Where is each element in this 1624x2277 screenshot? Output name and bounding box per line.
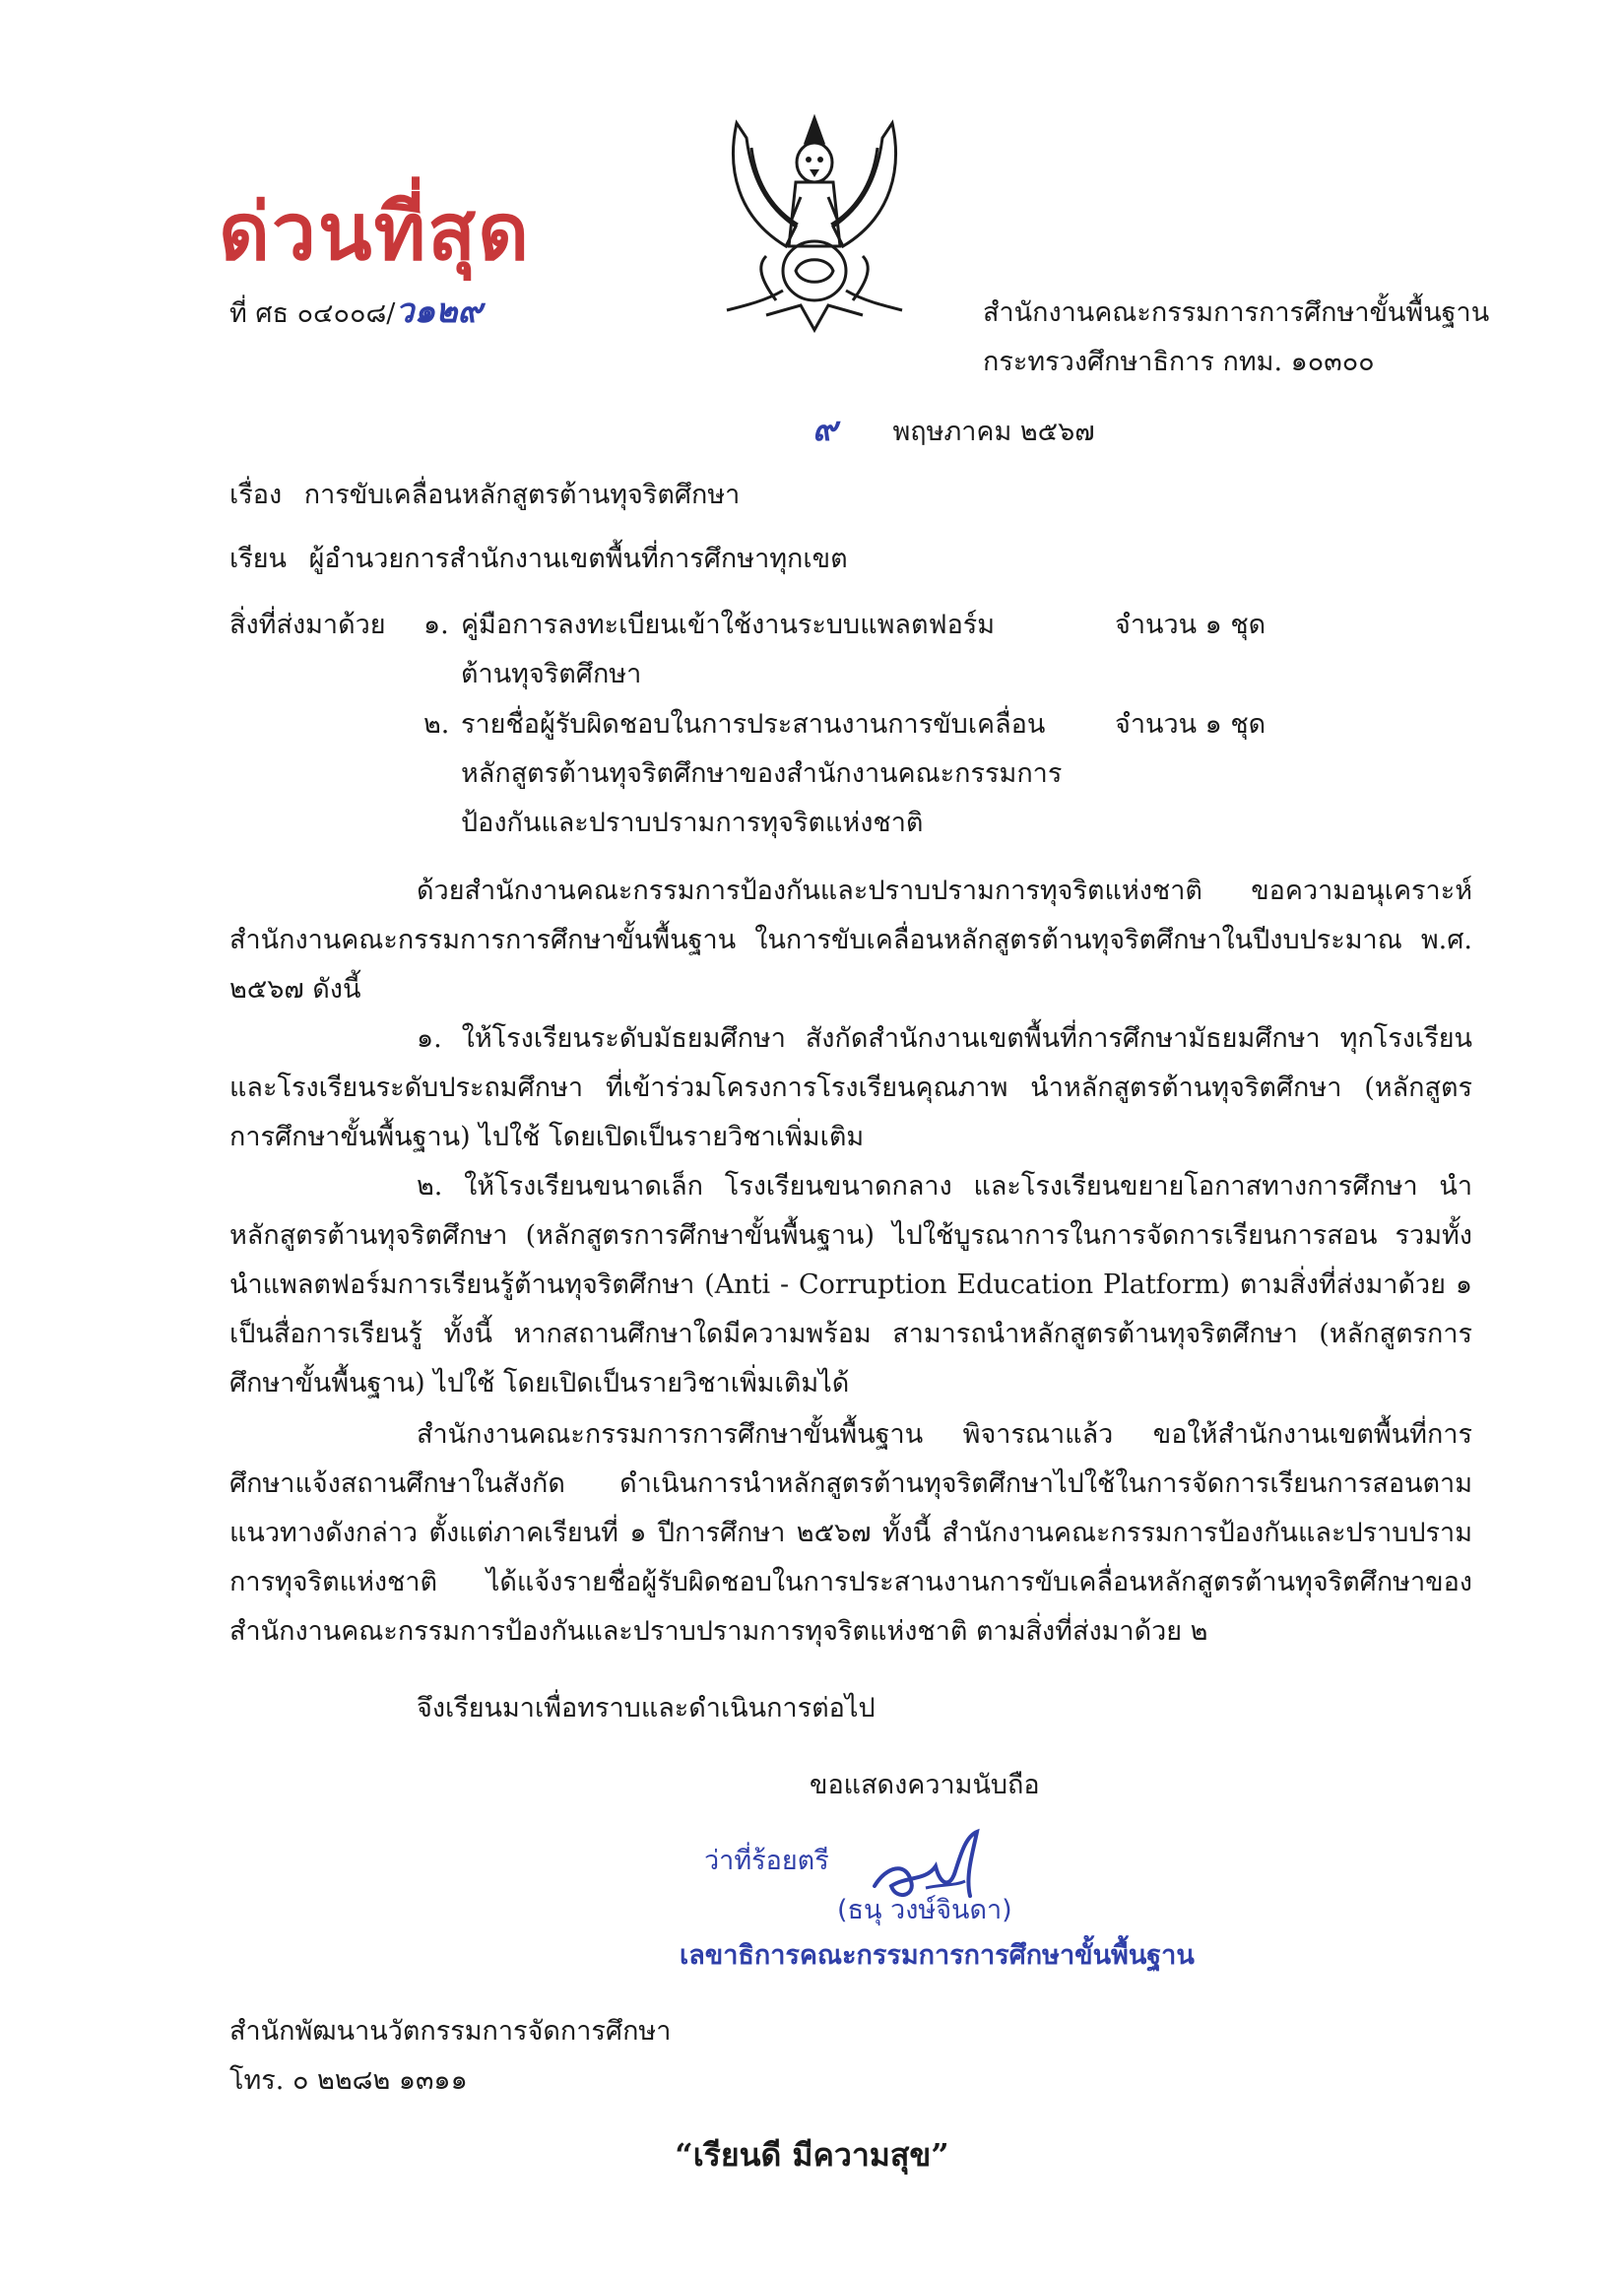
agency-address: กระทรวงศึกษาธิการ กทม. ๑๐๓๐๐	[983, 347, 1375, 377]
enclosure-2-number: ๒.	[423, 709, 450, 740]
signer-name: (ธนุ วงษ์จินดา)	[837, 1895, 1012, 1925]
footer-office: สำนักพัฒนานวัตกรรมการจัดการศึกษา	[229, 2016, 672, 2047]
footer-motto: “เรียนดี มีความสุข”	[675, 2136, 949, 2174]
enclosure-2-quantity: จำนวน ๑ ชุด	[1115, 709, 1267, 740]
document-date	[812, 412, 1095, 450]
subject-line	[229, 478, 740, 513]
recipient-text: ผู้อำนวยการสำนักงานเขตพื้นที่การศึกษาทุกเขต	[308, 544, 848, 574]
subject-text: การขับเคลื่อนหลักสูตรต้านทุจริตศึกษา	[303, 480, 741, 510]
urgency-stamp: ด่วนที่สุด	[219, 185, 532, 278]
recipient-label: เรียน	[229, 544, 288, 574]
document-number	[229, 293, 482, 332]
body-paragraph-2: ๑. ให้โรงเรียนระดับมัธยมศึกษา สังกัดสำนักงานเขตพื้นที่การศึกษามัธยมศึกษา ทุกโรงเรียน และโรงเรียนระดับประถมศึกษา ที่เข้าร่วมโครงการโรงเรียนคุณภาพ นำหลักสูตรต้านทุจริตศึกษา (หลักสูตรการศึกษาขั้นพื้นฐาน) ไปใช้ โดยเปิดเป็นรายวิชาเพิ่มเติม	[229, 1023, 1472, 1152]
date-day-handwritten: ๙	[812, 410, 837, 449]
signer-position: เลขาธิการคณะกรรมการการศึกษาขั้นพื้นฐาน	[680, 1940, 1195, 1971]
document-number-handwritten: ว๑๒๙	[395, 292, 483, 331]
document-number-prefix: ที่ ศธ ๐๔๐๐๘/	[229, 298, 396, 329]
body-paragraph-1: ด้วยสำนักงานคณะกรรมการป้องกันและปราบปรามการทุจริตแห่งชาติ ขอความอนุเคราะห์สำนักงานคณะกรรมการการศึกษาขั้นพื้นฐาน ในการขับเคลื่อนหลักสูตรต้านทุจริตศึกษาในปีงบประมาณ พ.ศ. ๒๕๖๗ ดังนี้	[229, 876, 1472, 1005]
agency-name: สำนักงานคณะกรรมการการศึกษาขั้นพื้นฐาน	[983, 297, 1490, 328]
enclosure-1-number: ๑.	[423, 610, 449, 640]
body-paragraph-4: สำนักงานคณะกรรมการการศึกษาขั้นพื้นฐาน พิจารณาแล้ว ขอให้สำนักงานเขตพื้นที่การศึกษาแจ้งสถานศึกษาในสังกัด ดำเนินการนำหลักสูตรต้านทุจริตศึกษาไปใช้ในการจัดการเรียนการสอนตามแนวทางดังกล่าว ตั้งแต่ภาคเรียนที่ ๑ ปีการศึกษา ๒๕๖๗ ทั้งนี้ สำนักงานคณะกรรมการป้องกันและปราบปรามการทุจริตแห่งชาติ ได้แจ้งรายชื่อผู้รับผิดชอบในการประสานงานการขับเคลื่อนหลักสูตรต้านทุจริตศึกษาของสำนักงานคณะกรรมการป้องกันและปราบปรามการทุจริตแห่งชาติ ตามสิ่งที่ส่งมาด้วย ๒	[229, 1419, 1472, 1647]
enclosure-1-line-1: คู่มือการลงทะเบียนเข้าใช้งานระบบแพลตฟอร์ม	[461, 610, 996, 640]
enclosure-2-line-3: ป้องกันและปราบปรามการทุจริตแห่งชาติ	[461, 808, 924, 838]
enclosure-2-line-1: รายชื่อผู้รับผิดชอบในการประสานงานการขับเคลื่อน	[461, 709, 1046, 740]
garuda-emblem	[707, 108, 922, 335]
enclosure-1-line-2: ต้านทุจริตศึกษา	[461, 659, 642, 689]
footer-phone: โทร. ๐ ๒๒๘๒ ๑๓๑๑	[229, 2065, 468, 2096]
subject-label: เรื่อง	[229, 480, 283, 510]
date-month-year: พฤษภาคม ๒๕๖๗	[892, 417, 1095, 447]
body-paragraph-5: จึงเรียนมาเพื่อทราบและดำเนินการต่อไป	[417, 1693, 876, 1724]
recipient-line	[229, 542, 848, 577]
closing-regards: ขอแสดงความนับถือ	[810, 1770, 1040, 1800]
enclosure-2-line-2: หลักสูตรต้านทุจริตศึกษาของสำนักงานคณะกรรมการ	[461, 758, 1063, 789]
body-paragraph-3: ๒. ให้โรงเรียนขนาดเล็ก โรงเรียนขนาดกลาง และโรงเรียนขยายโอกาสทางการศึกษา นำหลักสูตรต้านทุจริตศึกษา (หลักสูตรการศึกษาขั้นพื้นฐาน) ไปใช้บูรณาการในการจัดการเรียนการสอน รวมทั้งนำแพลตฟอร์มการเรียนรู้ต้านทุจริตศึกษา (Anti - Corruption Education Platform) ตามสิ่งที่ส่งมาด้วย ๑ เป็นสื่อการเรียนรู้ ทั้งนี้ หากสถานศึกษาใดมีความพร้อม สามารถนำหลักสูตรต้านทุจริตศึกษา (หลักสูตรการศึกษาขั้นพื้นฐาน) ไปใช้ โดยเปิดเป็นรายวิชาเพิ่มเติมได้	[229, 1171, 1472, 1399]
enclosures-label: สิ่งที่ส่งมาด้วย	[229, 610, 386, 640]
signer-rank: ว่าที่ร้อยตรี	[704, 1846, 829, 1876]
enclosure-1-quantity: จำนวน ๑ ชุด	[1115, 610, 1267, 640]
